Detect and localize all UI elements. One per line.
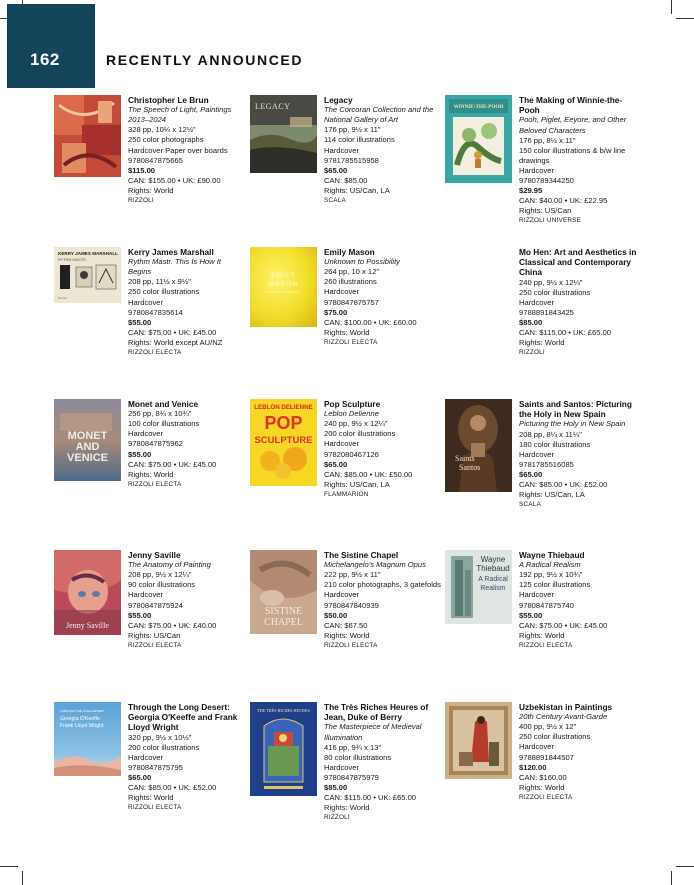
book-price: $65.00 <box>324 165 348 175</box>
book-rights: Rights: World <box>324 630 370 640</box>
book-specs: 192 pp, 9½ x 10¾" <box>519 570 583 580</box>
svg-text:THE TRÈS RICHES HEURES: THE TRÈS RICHES HEURES <box>257 708 310 713</box>
book-cover-kerry-james-marshall <box>54 247 121 303</box>
crop-mark <box>676 866 694 867</box>
book-subtitle: Michelangelo's Magnum Opus <box>324 560 426 570</box>
book-price: $65.00 <box>519 469 543 479</box>
book-intl-price: CAN: $67.50 <box>324 620 368 630</box>
book-cover-winnie-the-pooh <box>445 95 512 183</box>
book-cover-jenny-saville <box>54 550 121 635</box>
svg-text:RYTHM MASTR: RYTHM MASTR <box>58 258 86 262</box>
book-subtitle: Pooh, Piglet, Eeyore, and Other Beloved Characters <box>519 115 627 135</box>
book-title: Emily Mason <box>324 247 375 257</box>
book-cover-tres-riches-heures <box>250 702 317 796</box>
book-intl-price: CAN: $85.00 • UK: £50.00 <box>324 469 413 479</box>
book-title: Kerry James Marshall <box>128 247 214 257</box>
book-illustrations: 260 illustrations <box>324 277 377 287</box>
book-entry <box>519 95 639 226</box>
book-illustrations: 125 color illustrations <box>519 580 591 590</box>
book-intl-price: CAN: $75.00 • UK: £45.00 <box>128 459 217 469</box>
book-illustrations: 210 color photographs, 3 gatefolds <box>324 580 441 590</box>
svg-text:MONET: MONET <box>67 430 108 442</box>
book-price: $50.00 <box>324 610 348 620</box>
book-entry <box>128 550 246 651</box>
book-publisher: RIZZOLI <box>519 349 545 357</box>
book-entry <box>128 399 246 490</box>
book-publisher: RIZZOLI <box>324 814 350 822</box>
svg-text:Frank Lloyd Wright: Frank Lloyd Wright <box>60 723 104 729</box>
crop-mark <box>671 0 672 14</box>
svg-text:KERRY JAMES MARSHALL: KERRY JAMES MARSHALL <box>58 251 118 256</box>
book-illustrations: 114 color illustrations <box>324 135 395 145</box>
book-binding: Hardcover <box>324 439 360 449</box>
book-binding: Hardcover <box>324 762 360 772</box>
book-price: $120.00 <box>519 762 547 772</box>
book-publisher: RIZZOLI ELECTA <box>128 641 182 649</box>
book-entry <box>519 702 637 803</box>
book-rights: Rights: World <box>324 327 370 337</box>
svg-text:SISTINE: SISTINE <box>264 606 303 617</box>
book-title: Saints and Santos: Picturing the Holy in New Spain <box>519 399 632 420</box>
svg-text:CHAPEL: CHAPEL <box>264 617 303 628</box>
book-specs: 208 pp, 8¼ x 11¼" <box>519 429 582 439</box>
crop-mark <box>0 866 18 867</box>
book-isbn: 9780847875962 <box>128 439 183 449</box>
svg-text:WINNIE-THE-POOH: WINNIE-THE-POOH <box>453 104 504 110</box>
crop-mark <box>676 18 694 19</box>
svg-text:POP: POP <box>264 413 303 433</box>
book-rights: Rights: US/Can, LA <box>519 490 585 500</box>
book-entry <box>519 550 637 651</box>
book-binding: Hardcover <box>128 752 164 762</box>
book-cover-through-the-long-desert <box>54 702 121 776</box>
book-specs: 400 pp, 9½ x 12" <box>519 722 577 732</box>
book-title: Uzbekistan in Paintings <box>519 702 613 712</box>
book-binding: Hardcover Paper over boards <box>128 145 228 155</box>
book-publisher: RIZZOLI ELECTA <box>519 793 573 801</box>
book-entry <box>519 399 637 510</box>
book-subtitle: The Speech of Light, Paintings 2013–2024 <box>128 105 232 125</box>
book-binding: Hardcover <box>519 165 555 175</box>
book-publisher: RIZZOLI ELECTA <box>128 804 182 812</box>
svg-text:Jenny Saville: Jenny Saville <box>66 621 109 630</box>
book-title: The Sistine Chapel <box>324 550 399 560</box>
book-entry <box>324 550 442 651</box>
book-isbn: 9780847875795 <box>128 762 183 772</box>
book-publisher: RIZZOLI <box>128 197 154 205</box>
crop-mark <box>671 871 672 885</box>
book-price: $115.00 <box>128 165 156 175</box>
book-entry <box>128 702 246 813</box>
book-cover-saints-and-santos <box>445 399 512 492</box>
book-title: Through the Long Desert: Georgia O'Keeffe and Frank Lloyd Wright <box>128 702 238 733</box>
book-binding: Hardcover <box>519 297 555 307</box>
book-isbn: 9781785515958 <box>324 155 379 165</box>
book-subtitle: A Radical Realism <box>519 560 581 570</box>
book-illustrations: 100 color illustrations <box>128 419 200 429</box>
book-entry <box>128 247 246 358</box>
book-illustrations: 250 color photographs <box>128 135 204 145</box>
book-specs: 264 pp, 10 x 12" <box>324 267 380 277</box>
svg-text:Realism: Realism <box>480 585 506 592</box>
book-entry <box>519 247 637 358</box>
book-specs: 208 pp, 9½ x 12¼" <box>128 570 192 580</box>
book-specs: 240 pp, 9½ x 12¼" <box>519 277 583 287</box>
section-title: RECENTLY ANNOUNCED <box>106 52 304 68</box>
book-specs: 240 pp, 9½ x 12¼" <box>324 419 388 429</box>
book-publisher: RIZZOLI UNIVERSE <box>519 217 582 225</box>
svg-text:Saints: Saints <box>455 454 475 463</box>
svg-text:Georgia O'Keeffe: Georgia O'Keeffe <box>60 716 100 722</box>
book-rights: Rights: US/Can <box>519 206 572 216</box>
book-specs: 256 pp, 8¾ x 10¾" <box>128 409 192 419</box>
book-binding: Hardcover <box>324 287 360 297</box>
svg-text:AND: AND <box>75 441 100 453</box>
book-price: $55.00 <box>519 610 543 620</box>
book-price: $55.00 <box>128 449 152 459</box>
book-illustrations: 200 color illustrations <box>128 742 200 752</box>
svg-text:UNKNOWN TO POSSIBILITY: UNKNOWN TO POSSIBILITY <box>266 291 301 294</box>
book-binding: Hardcover <box>324 145 360 155</box>
svg-text:Rizzoli: Rizzoli <box>58 296 67 300</box>
book-title: Pop Sculpture <box>324 399 381 409</box>
book-publisher: SCALA <box>324 197 346 205</box>
page-number-box <box>7 4 95 88</box>
book-title: Mo Hen: Art and Aesthetics in Classical and Contemporary China <box>519 247 637 278</box>
book-intl-price: CAN: $115.00 • UK: £65.00 <box>324 793 417 803</box>
book-publisher: RIZZOLI ELECTA <box>519 641 573 649</box>
book-intl-price: CAN: $100.00 • UK: £60.00 <box>324 317 417 327</box>
book-price: $65.00 <box>324 459 348 469</box>
book-intl-price: CAN: $75.00 • UK: £45.00 <box>128 327 217 337</box>
book-subtitle: Rythm Mastr. This Is How It Begins <box>128 257 221 277</box>
book-specs: 222 pp, 9½ x 11" <box>324 570 381 580</box>
book-cover-pop-sculpture <box>250 399 317 486</box>
book-subtitle: The Masterpiece of Medieval Illumination <box>324 722 422 742</box>
svg-text:SCULPTURE: SCULPTURE <box>254 435 313 446</box>
book-rights: Rights: US/Can <box>128 630 181 640</box>
book-title: The Très Riches Heures of Jean, Duke of Berry <box>324 702 429 723</box>
book-binding: Hardcover <box>128 429 164 439</box>
book-title: Jenny Saville <box>128 550 181 560</box>
svg-text:A Radical: A Radical <box>478 576 508 583</box>
book-intl-price: CAN: $40.00 • UK: £22.95 <box>519 196 608 206</box>
book-binding: Hardcover <box>519 590 555 600</box>
book-specs: 176 pp, 8½ x 11" <box>519 135 576 145</box>
book-intl-price: CAN: $75.00 • UK: £40.00 <box>128 620 217 630</box>
book-price: $65.00 <box>128 772 152 782</box>
book-intl-price: CAN: $160.00 <box>519 772 567 782</box>
book-rights: Rights: World <box>324 803 370 813</box>
book-isbn: 9780847875979 <box>324 772 379 782</box>
svg-text:EMILY: EMILY <box>271 272 296 279</box>
book-price: $55.00 <box>128 610 152 620</box>
book-specs: 208 pp, 11½ x 9½" <box>128 277 191 287</box>
book-subtitle: Leblon Delienne <box>324 409 379 419</box>
book-publisher: RIZZOLI ELECTA <box>324 641 378 649</box>
book-intl-price: CAN: $75.00 • UK: £45.00 <box>519 620 608 630</box>
book-rights: Rights: US/Can, LA <box>324 479 390 489</box>
book-isbn: 9780847875757 <box>324 297 379 307</box>
book-title: The Making of Winnie-the-Pooh <box>519 95 623 116</box>
book-rights: Rights: World <box>519 338 565 348</box>
book-entry <box>324 95 442 206</box>
book-publisher: SCALA <box>519 501 541 509</box>
book-intl-price: CAN: $115.00 • UK: £65.00 <box>519 328 612 338</box>
book-illustrations: 250 color illustrations <box>519 287 591 297</box>
book-cover-le-brun <box>54 95 121 177</box>
book-specs: 176 pp, 9½ x 11" <box>324 125 381 135</box>
book-price: $29.95 <box>519 186 543 196</box>
book-subtitle: Unknown to Possibility <box>324 257 400 267</box>
book-illustrations: 250 color illustrations <box>128 287 200 297</box>
svg-text:THROUGH THE LONG DESERT: THROUGH THE LONG DESERT <box>60 709 105 713</box>
book-isbn: 9782080467126 <box>324 449 379 459</box>
book-specs: 328 pp, 10¼ x 12½" <box>128 125 196 135</box>
book-title: Christopher Le Brun <box>128 95 209 105</box>
page-number: 162 <box>30 50 60 69</box>
book-rights: Rights: World <box>519 782 565 792</box>
book-isbn: 9788891843425 <box>519 307 574 317</box>
book-illustrations: 90 color illustrations <box>128 580 196 590</box>
book-isbn: 9780847840939 <box>324 600 379 610</box>
book-entry <box>128 95 244 206</box>
book-specs: 416 pp, 9¾ x 13" <box>324 742 382 752</box>
book-entry <box>324 399 442 500</box>
svg-text:Thiebaud: Thiebaud <box>476 564 510 573</box>
book-price: $55.00 <box>128 317 152 327</box>
book-rights: Rights: World <box>128 469 174 479</box>
legacy-cover-title: LEGACY <box>255 102 291 111</box>
book-publisher: RIZZOLI ELECTA <box>128 349 182 357</box>
book-title: Legacy <box>324 95 353 105</box>
book-cover-legacy <box>250 95 317 173</box>
book-entry <box>324 247 442 348</box>
crop-mark <box>22 871 23 885</box>
book-binding: Hardcover <box>128 590 164 600</box>
book-publisher: RIZZOLI ELECTA <box>324 338 378 346</box>
svg-text:VENICE: VENICE <box>67 452 108 464</box>
svg-text:Santos: Santos <box>459 463 481 472</box>
book-intl-price: CAN: $155.00 • UK: £90.00 <box>128 175 221 185</box>
book-illustrations: 180 color illustrations <box>519 439 591 449</box>
book-isbn: 9780847875740 <box>519 600 574 610</box>
book-rights: Rights: World <box>128 793 174 803</box>
book-isbn: 9781785516085 <box>519 459 574 469</box>
book-illustrations: 200 color illustrations <box>324 429 396 439</box>
book-intl-price: CAN: $85.00 • UK: £52.00 <box>128 783 217 793</box>
book-price: $85.00 <box>519 317 543 327</box>
book-rights: Rights: World except AU/NZ <box>128 337 223 347</box>
book-cover-sistine-chapel <box>250 550 317 634</box>
book-binding: Hardcover <box>128 297 164 307</box>
book-intl-price: CAN: $85.00 <box>324 175 368 185</box>
book-price: $85.00 <box>324 782 348 792</box>
book-rights: Rights: World <box>128 185 174 195</box>
book-cover-monet-and-venice <box>54 399 121 481</box>
svg-text:LEBLON DELIENNE: LEBLON DELIENNE <box>254 404 313 411</box>
book-subtitle: Picturing the Holy in New Spain <box>519 419 626 429</box>
book-binding: Hardcover <box>324 590 360 600</box>
book-subtitle: The Corcoran Collection and the National Gallery of Art <box>324 105 434 125</box>
book-isbn: 9788891844507 <box>519 752 574 762</box>
book-binding: Hardcover <box>519 742 555 752</box>
book-cover-uzbekistan-in-paintings <box>445 702 512 779</box>
book-rights: Rights: US/Can, LA <box>324 185 390 195</box>
book-isbn: 9780847835614 <box>128 307 183 317</box>
book-illustrations: 250 color illustrations <box>519 732 591 742</box>
book-isbn: 9780847875924 <box>128 600 183 610</box>
svg-text:MASON: MASON <box>268 281 299 288</box>
svg-text:Wayne: Wayne <box>480 555 506 564</box>
book-cover-wayne-thiebaud <box>445 550 512 624</box>
book-cover-emily-mason <box>250 247 317 327</box>
book-rights: Rights: World <box>519 630 565 640</box>
book-illustrations: 80 color illustrations <box>324 752 392 762</box>
book-isbn: 9780789344250 <box>519 175 574 185</box>
book-specs: 320 pp, 9½ x 10½" <box>128 732 192 742</box>
book-entry <box>324 702 442 823</box>
book-publisher: FLAMMARION <box>324 490 369 498</box>
book-subtitle: 20th Century Avant-Garde <box>519 712 608 722</box>
book-isbn: 9780847875665 <box>128 155 183 165</box>
book-title: Wayne Thiebaud <box>519 550 585 560</box>
book-publisher: RIZZOLI ELECTA <box>128 480 182 488</box>
book-binding: Hardcover <box>519 449 555 459</box>
book-subtitle: The Anatomy of Painting <box>128 560 211 570</box>
book-price: $75.00 <box>324 307 348 317</box>
book-illustrations: 150 color illustrations & b/w line drawings <box>519 145 626 165</box>
book-title: Monet and Venice <box>128 399 199 409</box>
book-intl-price: CAN: $85.00 • UK: £52.00 <box>519 479 608 489</box>
